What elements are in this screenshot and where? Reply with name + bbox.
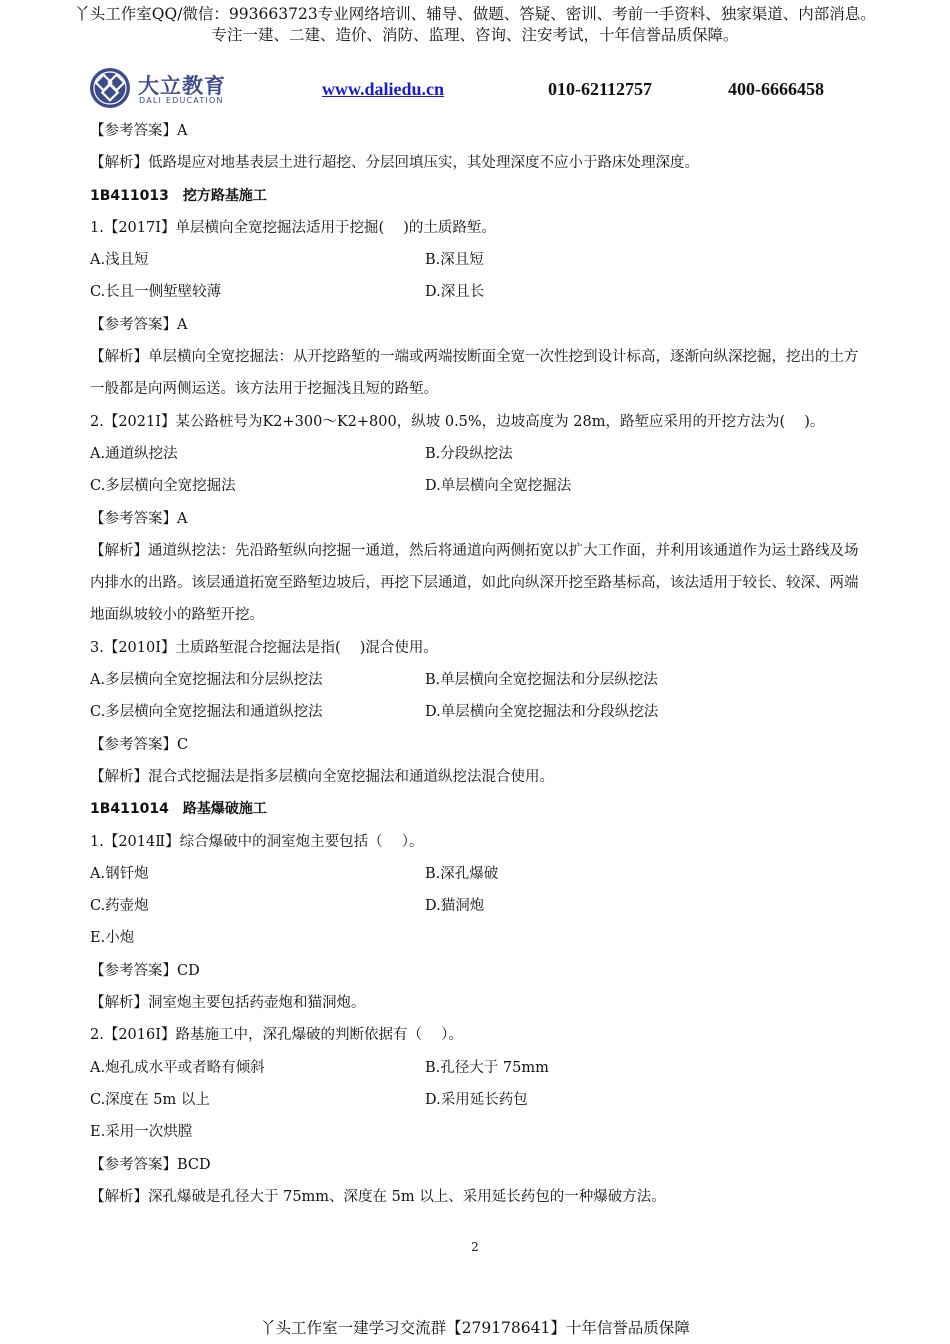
section-code: 1B411013 (90, 187, 169, 204)
option-d: D.猫洞炮 (425, 898, 485, 915)
question-stem: 1.【2014Ⅱ】综合爆破中的洞室炮主要包括（ ）。 (90, 833, 424, 850)
options-row (90, 696, 866, 728)
options-row (90, 244, 866, 276)
options-row (90, 470, 866, 502)
banner-line-1: 丫头工作室QQ/微信：993663723专业网络培训、辅导、做题、答疑、密训、考前一手资料、独家渠道、内部消息。 (74, 5, 876, 23)
option-b: B.分段纵挖法 (425, 445, 513, 462)
analysis-text: 【解析】深孔爆破是孔径大于 75mm、深度在 5m 以上、采用延长药包的一种爆破方法。 (90, 1188, 666, 1205)
question-stem: 1.【2017Ⅰ】单层横向全宽挖掘法适用于挖掘( )的土质路堑。 (90, 219, 496, 236)
option-a: A.浅且短 (90, 252, 149, 269)
option-a: A.通道纵挖法 (90, 445, 178, 462)
options-row (90, 664, 866, 696)
page-header (88, 66, 868, 112)
question-stem: 2.【2016Ⅰ】路基施工中，深孔爆破的判断依据有（ ）。 (90, 1027, 463, 1044)
option-c: C.药壶炮 (90, 898, 149, 915)
document-body (90, 115, 866, 1213)
question-stem: 2.【2021Ⅰ】某公路桩号为K2+300～K2+800，纵坡 0.5%，边坡高度为 28m，路堑应采用的开挖方法为( )。 (90, 413, 825, 430)
options-row (90, 890, 866, 922)
options-row (90, 276, 866, 308)
analysis-text: 【解析】洞室炮主要包括药壶炮和猫洞炮。 (90, 995, 366, 1012)
option-b: B.孔径大于 75mm (425, 1059, 549, 1076)
option-d: D.单层横向全宽挖掘法 (425, 478, 572, 495)
dali-logo (88, 66, 238, 110)
logo-text-cn: 大立教育 (138, 74, 226, 98)
options-row (90, 1084, 866, 1116)
option-a: A.炮孔成水平或者略有倾斜 (90, 1059, 265, 1076)
section-heading (90, 793, 866, 825)
option-c: C.长且一侧堑壁较薄 (90, 284, 222, 301)
options-row (90, 858, 866, 890)
reference-answer: 【参考答案】CD (90, 962, 200, 979)
reference-answer: 【参考答案】A (90, 510, 188, 527)
phone-number-2: 400-6666458 (728, 79, 824, 99)
section-title: 挖方路基施工 (182, 187, 267, 204)
dali-logo-icon (88, 67, 132, 109)
reference-answer: 【参考答案】A (90, 316, 188, 333)
reference-answer: 【参考答案】A (90, 123, 188, 139)
section-heading (90, 180, 866, 212)
reference-answer: 【参考答案】BCD (90, 1156, 211, 1173)
option-d: D.单层横向全宽挖掘法和分段纵挖法 (425, 704, 659, 721)
logo-text-en: DALI EDUCATION (139, 96, 224, 105)
top-banner (0, 4, 950, 46)
option-e: E.采用一次烘膛 (90, 1124, 193, 1141)
option-d: D.采用延长药包 (425, 1091, 528, 1108)
option-c: C.多层横向全宽挖掘法和通道纵挖法 (90, 704, 323, 721)
analysis-text: 【解析】混合式挖掘法是指多层横向全宽挖掘法和通道纵挖法混合使用。 (90, 768, 554, 785)
section-code: 1B411014 (90, 801, 169, 818)
option-a: A.多层横向全宽挖掘法和分层纵挖法 (90, 672, 323, 689)
option-e: E.小炮 (90, 930, 135, 947)
options-row (90, 438, 866, 470)
question-stem: 3.【2010Ⅰ】土质路堑混合挖掘法是指( )混合使用。 (90, 639, 438, 656)
options-row (90, 1052, 866, 1084)
option-b: B.深孔爆破 (425, 865, 499, 882)
section-title: 路基爆破施工 (182, 801, 267, 818)
option-c: C.多层横向全宽挖掘法 (90, 478, 236, 495)
page-number: 2 (471, 1240, 479, 1254)
website-link[interactable]: www.daliedu.cn (322, 79, 445, 99)
option-b: B.深且短 (425, 252, 484, 269)
analysis-text: 【解析】低路堤应对地基表层土进行超挖、分层回填压实，其处理深度不应小于路床处理深度。 (90, 155, 699, 172)
option-d: D.深且长 (425, 284, 485, 301)
option-b: B.单层横向全宽挖掘法和分层纵挖法 (425, 672, 658, 689)
banner-line-2: 专注一建、二建、造价、消防、监理、咨询、注安考试，十年信誉品质保障。 (211, 26, 739, 44)
option-a: A.钢钎炮 (90, 865, 149, 882)
reference-answer: 【参考答案】C (90, 736, 189, 753)
analysis-text: 【解析】单层横向全宽挖掘法：从开挖路堑的一端或两端按断面全宽一次性挖到设计标高，逐渐向纵深挖掘，挖出的土方一般都是向两侧运送。该方法用于挖掘浅且短的路堑。 (90, 349, 859, 398)
option-c: C.深度在 5m 以上 (90, 1091, 210, 1108)
page-footer: 丫头工作室一建学习交流群【279178641】十年信誉品质保障 (260, 1319, 690, 1337)
phone-number-1: 010-62112757 (548, 79, 653, 99)
analysis-text: 【解析】通道纵挖法：先沿路堑纵向挖掘一通道，然后将通道向两侧拓宽以扩大工作面，并利用该通道作为运土路线及场内排水的出路。该层通道拓宽至路堑边坡后，再挖下层通道，如此向纵深开挖至路基标高，该法适用于较长、较深、两端地面纵坡较小的路堑开挖。 (90, 542, 859, 624)
